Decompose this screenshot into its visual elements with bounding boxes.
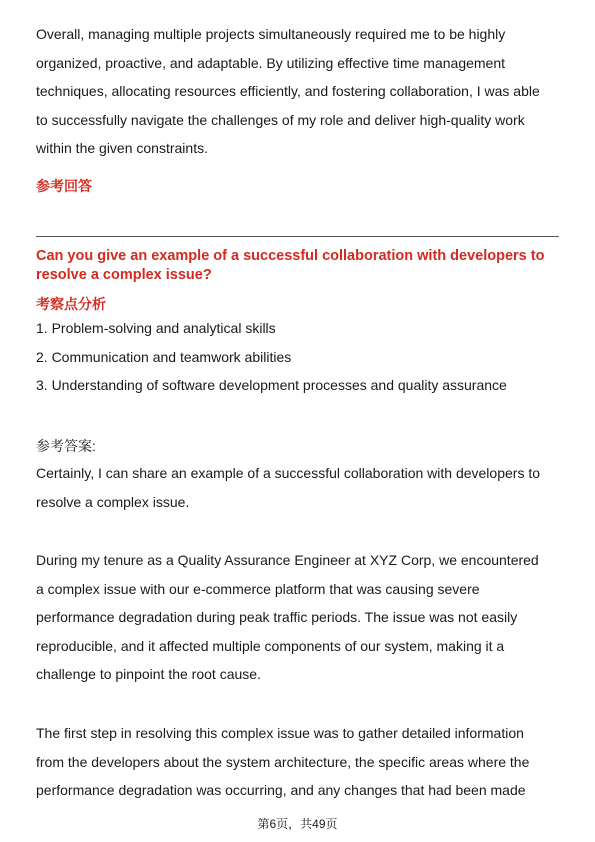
intro-line: Overall, managing multiple projects simultaneously required me to be highly	[36, 26, 506, 42]
intro-line: techniques, allocating resources efficiently, and fostering collaboration, I was able	[36, 83, 540, 99]
analysis-heading: 考察点分析	[36, 296, 106, 312]
answer-line: challenge to pinpoint the root cause.	[36, 666, 261, 682]
answer-line: resolve a complex issue.	[36, 493, 190, 510]
question-line: resolve a complex issue?	[36, 267, 212, 283]
answer-label: 参考答案:	[36, 438, 96, 454]
answer-line: The first step in resolving this complex issue was to gather detailed information	[36, 725, 524, 741]
intro-line: within the given constraints.	[36, 140, 208, 156]
answer-paragraph	[36, 719, 561, 805]
section-divider	[36, 236, 559, 237]
answer-line: reproducible, and it affected multiple components of our system, making it a	[36, 637, 505, 654]
analysis-point: 3. Understanding of software development processes and quality assurance	[36, 377, 507, 393]
analysis-point: 1. Problem-solving and analytical skills	[36, 320, 276, 336]
intro-line: organized, proactive, and adaptable. By utilizing effective time management	[36, 54, 506, 71]
answer-paragraph	[36, 459, 561, 516]
intro-paragraph	[36, 20, 561, 163]
answer-paragraph	[36, 546, 561, 689]
question-line: Can you give an example of a successful collaboration with developers to	[36, 248, 545, 264]
answer-line: During my tenure as a Quality Assurance Engineer at XYZ Corp, we encountered	[36, 552, 539, 568]
answer-line: from the developers about the system architecture, the specific areas where the	[36, 753, 530, 770]
page-number-footer: 第6页，共49页	[257, 817, 338, 831]
answer-line: Certainly, I can share an example of a successful collaboration with developers to	[36, 465, 541, 481]
answer-line: a complex issue with our e-commerce platform that was causing severe	[36, 580, 480, 597]
question-heading	[36, 247, 561, 285]
reference-answer-heading: 参考回答	[36, 178, 92, 194]
analysis-point: 2. Communication and teamwork abilities	[36, 348, 292, 365]
analysis-points-list	[36, 314, 561, 400]
answer-line: performance degradation was occurring, and any changes that had been made	[36, 782, 526, 798]
answer-line: performance degradation during peak traffic periods. The issue was not easily	[36, 609, 518, 625]
intro-line: to successfully navigate the challenges of my role and deliver high-quality work	[36, 111, 525, 128]
